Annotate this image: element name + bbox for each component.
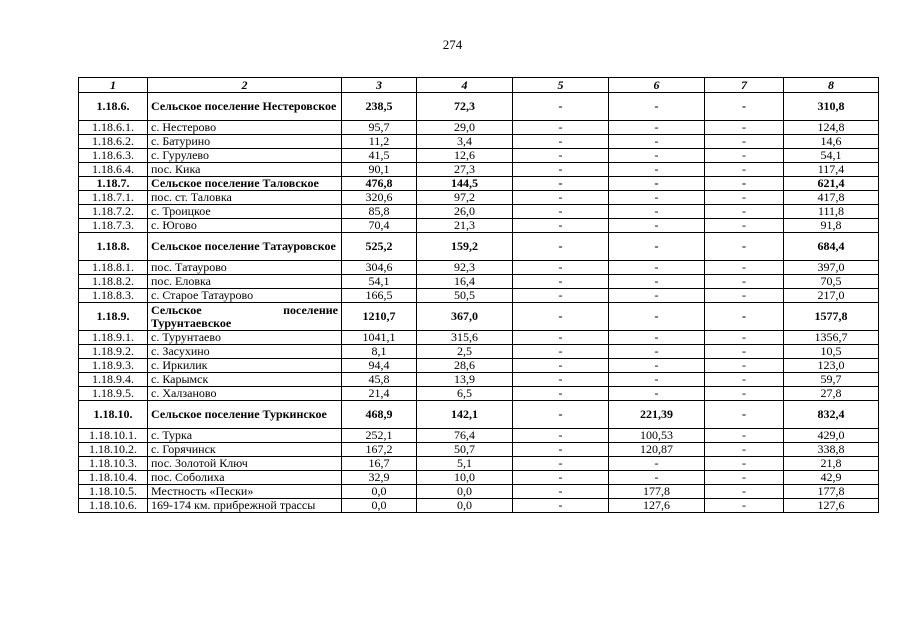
value-cell-8: 70,5 — [784, 275, 879, 289]
value-cell-6: - — [609, 457, 705, 471]
value-cell-3: 85,8 — [342, 205, 417, 219]
value-cell-7: - — [705, 275, 784, 289]
value-cell-4: 97,2 — [417, 191, 513, 205]
value-cell-3: 16,7 — [342, 457, 417, 471]
value-cell-4: 27,3 — [417, 163, 513, 177]
row-name-cell: Сельское поселение Турунтаевское — [148, 303, 342, 331]
table-row — [79, 457, 879, 471]
value-cell-3: 41,5 — [342, 149, 417, 163]
value-cell-3: 70,4 — [342, 219, 417, 233]
row-code-cell: 1.18.6.1. — [79, 121, 148, 135]
row-code-cell: 1.18.10.2. — [79, 443, 148, 457]
value-cell-4: 10,0 — [417, 471, 513, 485]
value-cell-3: 320,6 — [342, 191, 417, 205]
value-cell-4: 92,3 — [417, 261, 513, 275]
value-cell-8: 177,8 — [784, 485, 879, 499]
value-cell-4: 50,5 — [417, 289, 513, 303]
value-cell-5: - — [513, 163, 609, 177]
row-name-cell: пос. Еловка — [148, 275, 342, 289]
value-cell-8: 338,8 — [784, 443, 879, 457]
value-cell-6: 221,39 — [609, 401, 705, 429]
value-cell-7: - — [705, 457, 784, 471]
value-cell-5: - — [513, 191, 609, 205]
value-cell-4: 0,0 — [417, 485, 513, 499]
value-cell-4: 16,4 — [417, 275, 513, 289]
row-name-cell: с. Халзаново — [148, 387, 342, 401]
value-cell-5: - — [513, 289, 609, 303]
value-cell-6: - — [609, 233, 705, 261]
value-cell-8: 14,6 — [784, 135, 879, 149]
table-row — [79, 135, 879, 149]
value-cell-3: 90,1 — [342, 163, 417, 177]
value-cell-8: 59,7 — [784, 373, 879, 387]
value-cell-7: - — [705, 359, 784, 373]
value-cell-6: - — [609, 471, 705, 485]
table-row — [79, 373, 879, 387]
value-cell-4: 50,7 — [417, 443, 513, 457]
value-cell-7: - — [705, 135, 784, 149]
value-cell-6: - — [609, 345, 705, 359]
column-header: 7 — [705, 78, 784, 93]
value-cell-6: - — [609, 289, 705, 303]
row-name-cell: пос. Соболиха — [148, 471, 342, 485]
row-code-cell: 1.18.9.4. — [79, 373, 148, 387]
table-row — [79, 345, 879, 359]
value-cell-5: - — [513, 177, 609, 191]
row-code-cell: 1.18.10.1. — [79, 429, 148, 443]
value-cell-3: 167,2 — [342, 443, 417, 457]
value-cell-5: - — [513, 345, 609, 359]
table-row-settlement-total — [79, 93, 879, 121]
value-cell-8: 21,8 — [784, 457, 879, 471]
value-cell-6: - — [609, 163, 705, 177]
page-number: 274 — [442, 37, 463, 52]
value-cell-7: - — [705, 429, 784, 443]
value-cell-8: 429,0 — [784, 429, 879, 443]
value-cell-8: 42,9 — [784, 471, 879, 485]
value-cell-4: 76,4 — [417, 429, 513, 443]
table-row — [79, 359, 879, 373]
value-cell-5: - — [513, 149, 609, 163]
value-cell-5: - — [513, 485, 609, 499]
value-cell-4: 159,2 — [417, 233, 513, 261]
row-code-cell: 1.18.6.3. — [79, 149, 148, 163]
value-cell-6: - — [609, 93, 705, 121]
column-header: 1 — [79, 78, 148, 93]
table-row-settlement-total — [79, 233, 879, 261]
value-cell-3: 45,8 — [342, 373, 417, 387]
table-row — [79, 219, 879, 233]
row-code-cell: 1.18.10. — [79, 401, 148, 429]
value-cell-6: - — [609, 359, 705, 373]
row-name-cell: Сельское поселение Татауровское — [148, 233, 342, 261]
value-cell-6: 127,6 — [609, 499, 705, 513]
value-cell-3: 0,0 — [342, 499, 417, 513]
value-cell-8: 124,8 — [784, 121, 879, 135]
value-cell-5: - — [513, 233, 609, 261]
value-cell-6: - — [609, 331, 705, 345]
value-cell-5: - — [513, 93, 609, 121]
row-name-cell: с. Турунтаево — [148, 331, 342, 345]
table-row — [79, 275, 879, 289]
value-cell-4: 28,6 — [417, 359, 513, 373]
row-code-cell: 1.18.7. — [79, 177, 148, 191]
table-row — [79, 149, 879, 163]
row-code-cell: 1.18.6.2. — [79, 135, 148, 149]
value-cell-6: - — [609, 121, 705, 135]
row-name-cell: с. Батурино — [148, 135, 342, 149]
value-cell-6: 120,87 — [609, 443, 705, 457]
value-cell-6: - — [609, 219, 705, 233]
value-cell-7: - — [705, 499, 784, 513]
value-cell-5: - — [513, 331, 609, 345]
value-cell-3: 476,8 — [342, 177, 417, 191]
value-cell-5: - — [513, 275, 609, 289]
value-cell-7: - — [705, 303, 784, 331]
row-name-cell: пос. Кика — [148, 163, 342, 177]
value-cell-3: 304,6 — [342, 261, 417, 275]
value-cell-4: 26,0 — [417, 205, 513, 219]
value-cell-3: 0,0 — [342, 485, 417, 499]
row-code-cell: 1.18.6.4. — [79, 163, 148, 177]
value-cell-5: - — [513, 219, 609, 233]
column-header: 8 — [784, 78, 879, 93]
value-cell-8: 397,0 — [784, 261, 879, 275]
value-cell-3: 95,7 — [342, 121, 417, 135]
value-cell-4: 12,6 — [417, 149, 513, 163]
value-cell-3: 525,2 — [342, 233, 417, 261]
value-cell-7: - — [705, 289, 784, 303]
value-cell-5: - — [513, 443, 609, 457]
value-cell-5: - — [513, 471, 609, 485]
value-cell-5: - — [513, 303, 609, 331]
value-cell-6: - — [609, 275, 705, 289]
value-cell-4: 142,1 — [417, 401, 513, 429]
row-code-cell: 1.18.9.2. — [79, 345, 148, 359]
value-cell-4: 13,9 — [417, 373, 513, 387]
value-cell-8: 10,5 — [784, 345, 879, 359]
value-cell-5: - — [513, 457, 609, 471]
row-code-cell: 1.18.8.1. — [79, 261, 148, 275]
table-row — [79, 387, 879, 401]
value-cell-5: - — [513, 261, 609, 275]
value-cell-8: 217,0 — [784, 289, 879, 303]
row-name-cell: с. Югово — [148, 219, 342, 233]
row-code-cell: 1.18.9.5. — [79, 387, 148, 401]
value-cell-5: - — [513, 121, 609, 135]
value-cell-3: 166,5 — [342, 289, 417, 303]
value-cell-5: - — [513, 401, 609, 429]
value-cell-3: 94,4 — [342, 359, 417, 373]
row-name-cell: пос. Татаурово — [148, 261, 342, 275]
header-row — [79, 78, 879, 93]
row-code-cell: 1.18.9.3. — [79, 359, 148, 373]
value-cell-8: 123,0 — [784, 359, 879, 373]
value-cell-6: - — [609, 177, 705, 191]
table-row-settlement-total — [79, 177, 879, 191]
table-row — [79, 485, 879, 499]
value-cell-8: 1577,8 — [784, 303, 879, 331]
value-cell-3: 11,2 — [342, 135, 417, 149]
row-name-cell: Сельское поселение Нестеровское — [148, 93, 342, 121]
row-name-cell: Сельское поселение Таловское — [148, 177, 342, 191]
table-row — [79, 121, 879, 135]
value-cell-7: - — [705, 261, 784, 275]
value-cell-8: 111,8 — [784, 205, 879, 219]
table-row — [79, 443, 879, 457]
table-row — [79, 205, 879, 219]
column-header: 6 — [609, 78, 705, 93]
column-header: 4 — [417, 78, 513, 93]
value-cell-4: 72,3 — [417, 93, 513, 121]
row-name-cell: с. Турка — [148, 429, 342, 443]
value-cell-7: - — [705, 191, 784, 205]
data-table — [78, 77, 879, 513]
row-code-cell: 1.18.10.6. — [79, 499, 148, 513]
value-cell-4: 2,5 — [417, 345, 513, 359]
value-cell-7: - — [705, 345, 784, 359]
row-code-cell: 1.18.8.3. — [79, 289, 148, 303]
table-row — [79, 289, 879, 303]
value-cell-4: 0,0 — [417, 499, 513, 513]
value-cell-6: - — [609, 205, 705, 219]
value-cell-4: 144,5 — [417, 177, 513, 191]
value-cell-7: - — [705, 121, 784, 135]
value-cell-7: - — [705, 373, 784, 387]
value-cell-7: - — [705, 401, 784, 429]
row-name-cell: Сельское поселение Туркинское — [148, 401, 342, 429]
row-code-cell: 1.18.10.4. — [79, 471, 148, 485]
value-cell-3: 21,4 — [342, 387, 417, 401]
value-cell-8: 832,4 — [784, 401, 879, 429]
row-code-cell: 1.18.8. — [79, 233, 148, 261]
value-cell-8: 127,6 — [784, 499, 879, 513]
table-row — [79, 163, 879, 177]
value-cell-8: 684,4 — [784, 233, 879, 261]
table-body — [79, 93, 879, 513]
table-row — [79, 499, 879, 513]
value-cell-6: - — [609, 387, 705, 401]
value-cell-4: 5,1 — [417, 457, 513, 471]
value-cell-6: 100,53 — [609, 429, 705, 443]
value-cell-6: - — [609, 149, 705, 163]
row-name-cell: с. Гурулево — [148, 149, 342, 163]
row-name-cell: с. Карымск — [148, 373, 342, 387]
value-cell-3: 1210,7 — [342, 303, 417, 331]
row-name-cell: пос. ст. Таловка — [148, 191, 342, 205]
row-code-cell: 1.18.9.1. — [79, 331, 148, 345]
row-name-cell: 169-174 км. прибрежной трассы — [148, 499, 342, 513]
table-row — [79, 471, 879, 485]
value-cell-8: 27,8 — [784, 387, 879, 401]
value-cell-3: 1041,1 — [342, 331, 417, 345]
value-cell-3: 252,1 — [342, 429, 417, 443]
value-cell-6: - — [609, 261, 705, 275]
value-cell-7: - — [705, 149, 784, 163]
value-cell-6: 177,8 — [609, 485, 705, 499]
row-name-cell: с. Старое Татаурово — [148, 289, 342, 303]
value-cell-3: 32,9 — [342, 471, 417, 485]
table-row — [79, 191, 879, 205]
value-cell-5: - — [513, 373, 609, 387]
table-row-settlement-total — [79, 401, 879, 429]
value-cell-4: 21,3 — [417, 219, 513, 233]
row-code-cell: 1.18.8.2. — [79, 275, 148, 289]
column-header: 2 — [148, 78, 342, 93]
value-cell-7: - — [705, 485, 784, 499]
value-cell-5: - — [513, 359, 609, 373]
value-cell-8: 117,4 — [784, 163, 879, 177]
value-cell-7: - — [705, 443, 784, 457]
value-cell-6: - — [609, 303, 705, 331]
value-cell-7: - — [705, 233, 784, 261]
value-cell-4: 367,0 — [417, 303, 513, 331]
value-cell-3: 468,9 — [342, 401, 417, 429]
row-code-cell: 1.18.7.2. — [79, 205, 148, 219]
value-cell-8: 54,1 — [784, 149, 879, 163]
value-cell-8: 417,8 — [784, 191, 879, 205]
value-cell-7: - — [705, 93, 784, 121]
value-cell-7: - — [705, 331, 784, 345]
column-header: 3 — [342, 78, 417, 93]
table-row — [79, 429, 879, 443]
value-cell-7: - — [705, 219, 784, 233]
row-name-cell: с. Иркилик — [148, 359, 342, 373]
value-cell-4: 315,6 — [417, 331, 513, 345]
table-row-settlement-total — [79, 303, 879, 331]
value-cell-5: - — [513, 135, 609, 149]
value-cell-5: - — [513, 387, 609, 401]
row-name-cell: пос. Золотой Ключ — [148, 457, 342, 471]
value-cell-5: - — [513, 499, 609, 513]
value-cell-4: 29,0 — [417, 121, 513, 135]
column-header: 5 — [513, 78, 609, 93]
row-code-cell: 1.18.7.3. — [79, 219, 148, 233]
row-code-cell: 1.18.6. — [79, 93, 148, 121]
value-cell-6: - — [609, 135, 705, 149]
value-cell-6: - — [609, 191, 705, 205]
value-cell-3: 238,5 — [342, 93, 417, 121]
value-cell-5: - — [513, 205, 609, 219]
row-code-cell: 1.18.10.3. — [79, 457, 148, 471]
value-cell-7: - — [705, 387, 784, 401]
value-cell-5: - — [513, 429, 609, 443]
value-cell-7: - — [705, 471, 784, 485]
value-cell-7: - — [705, 177, 784, 191]
row-code-cell: 1.18.9. — [79, 303, 148, 331]
row-code-cell: 1.18.7.1. — [79, 191, 148, 205]
value-cell-8: 310,8 — [784, 93, 879, 121]
value-cell-3: 54,1 — [342, 275, 417, 289]
value-cell-7: - — [705, 163, 784, 177]
row-name-cell: Местность «Пески» — [148, 485, 342, 499]
row-name-cell: с. Нестерово — [148, 121, 342, 135]
row-name-cell: с. Горячинск — [148, 443, 342, 457]
table-row — [79, 331, 879, 345]
value-cell-8: 1356,7 — [784, 331, 879, 345]
row-code-cell: 1.18.10.5. — [79, 485, 148, 499]
row-name-cell: с. Троицкое — [148, 205, 342, 219]
row-name-cell: с. Засухино — [148, 345, 342, 359]
table-row — [79, 261, 879, 275]
value-cell-4: 6,5 — [417, 387, 513, 401]
value-cell-8: 621,4 — [784, 177, 879, 191]
value-cell-7: - — [705, 205, 784, 219]
value-cell-6: - — [609, 373, 705, 387]
value-cell-4: 3,4 — [417, 135, 513, 149]
value-cell-3: 8,1 — [342, 345, 417, 359]
value-cell-8: 91,8 — [784, 219, 879, 233]
